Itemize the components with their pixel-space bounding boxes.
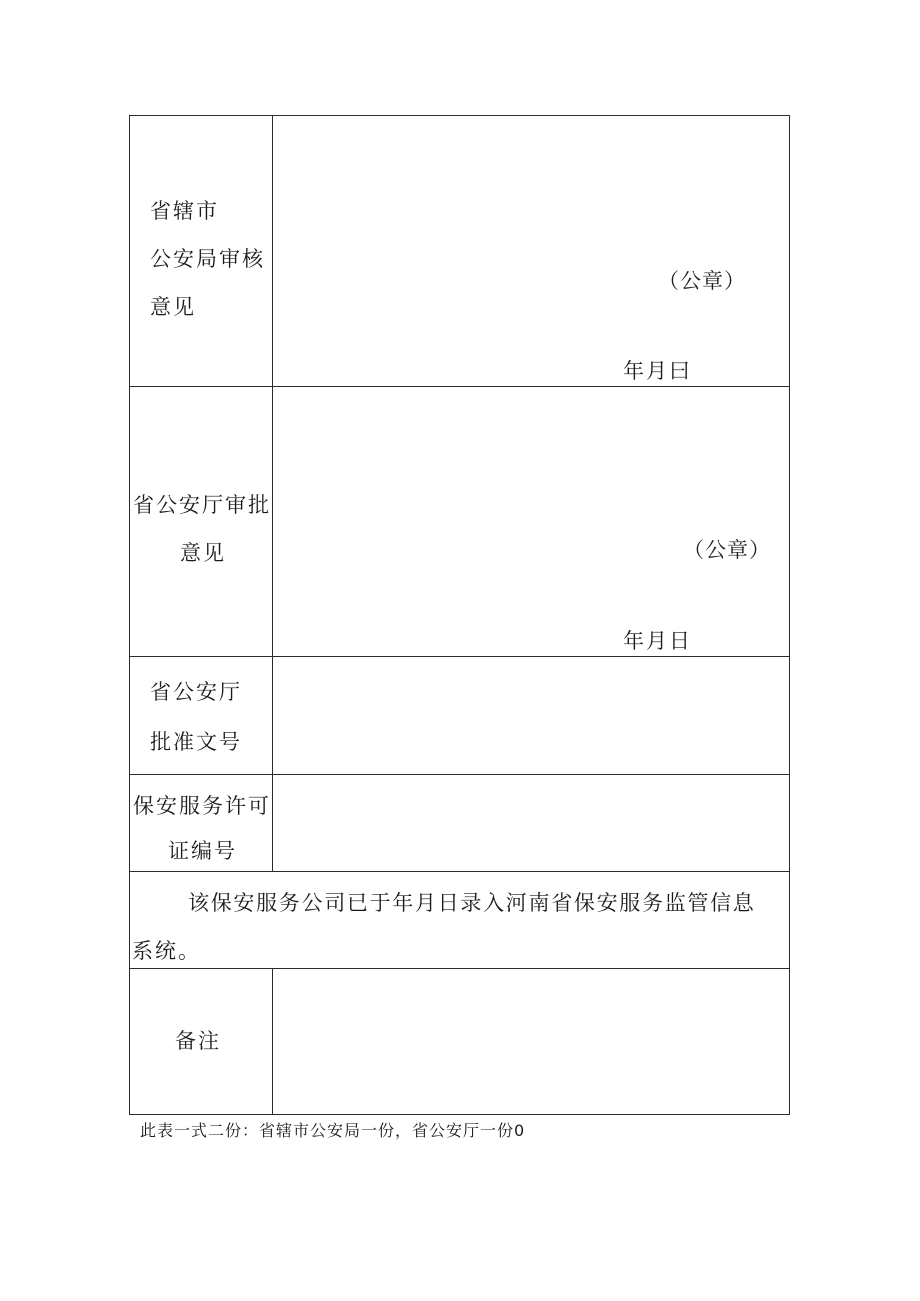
remarks-value-cell[interactable] xyxy=(273,969,789,1114)
province-approval-date: 年月日 xyxy=(623,629,692,653)
entry-statement-line2: 系统。 xyxy=(132,939,201,963)
city-review-label-cell xyxy=(130,116,273,386)
row-approval-doc-no xyxy=(130,656,789,774)
license-no-label-line1: 保安服务许可 xyxy=(133,794,271,818)
city-review-seal: （公章） xyxy=(658,269,746,293)
province-approval-label-line2: 意见 xyxy=(180,541,226,565)
form-footnote: 此表一式二份：省辖市公安局一份，省公安厅一份0 xyxy=(140,1121,526,1140)
province-approval-label-line1: 省公安厅审批 xyxy=(133,493,271,517)
approval-doc-no-label-line1: 省公安厅 xyxy=(150,680,242,704)
remarks-label-cell xyxy=(130,969,273,1114)
province-approval-seal: （公章） xyxy=(683,538,771,562)
license-no-value-cell[interactable] xyxy=(273,775,789,871)
approval-doc-no-value-cell[interactable] xyxy=(273,657,789,774)
province-approval-opinion-cell[interactable] xyxy=(273,387,789,656)
row-city-review xyxy=(130,116,789,386)
license-no-label-line2: 证编号 xyxy=(168,839,237,863)
license-no-label-cell xyxy=(130,775,273,871)
city-review-label-line1: 省辖市 xyxy=(150,199,219,223)
approval-doc-no-label-line2: 批准文号 xyxy=(150,730,242,754)
row-entry-statement xyxy=(130,871,789,968)
city-review-opinion-cell[interactable] xyxy=(273,116,789,386)
city-review-label-line2: 公安局审核 xyxy=(150,247,265,271)
city-review-date: 年月曰 xyxy=(623,359,692,383)
row-license-no xyxy=(130,774,789,871)
entry-statement-line1: 该保安服务公司已于年月日录入河南省保安服务监管信息 xyxy=(188,891,756,915)
city-review-label-line3: 意见 xyxy=(150,295,196,319)
approval-doc-no-label-cell xyxy=(130,657,273,774)
remarks-label: 备注 xyxy=(175,1029,221,1053)
approval-form-table xyxy=(129,115,790,1115)
row-province-approval xyxy=(130,386,789,656)
province-approval-label-cell xyxy=(130,387,273,656)
row-remarks xyxy=(130,968,789,1114)
